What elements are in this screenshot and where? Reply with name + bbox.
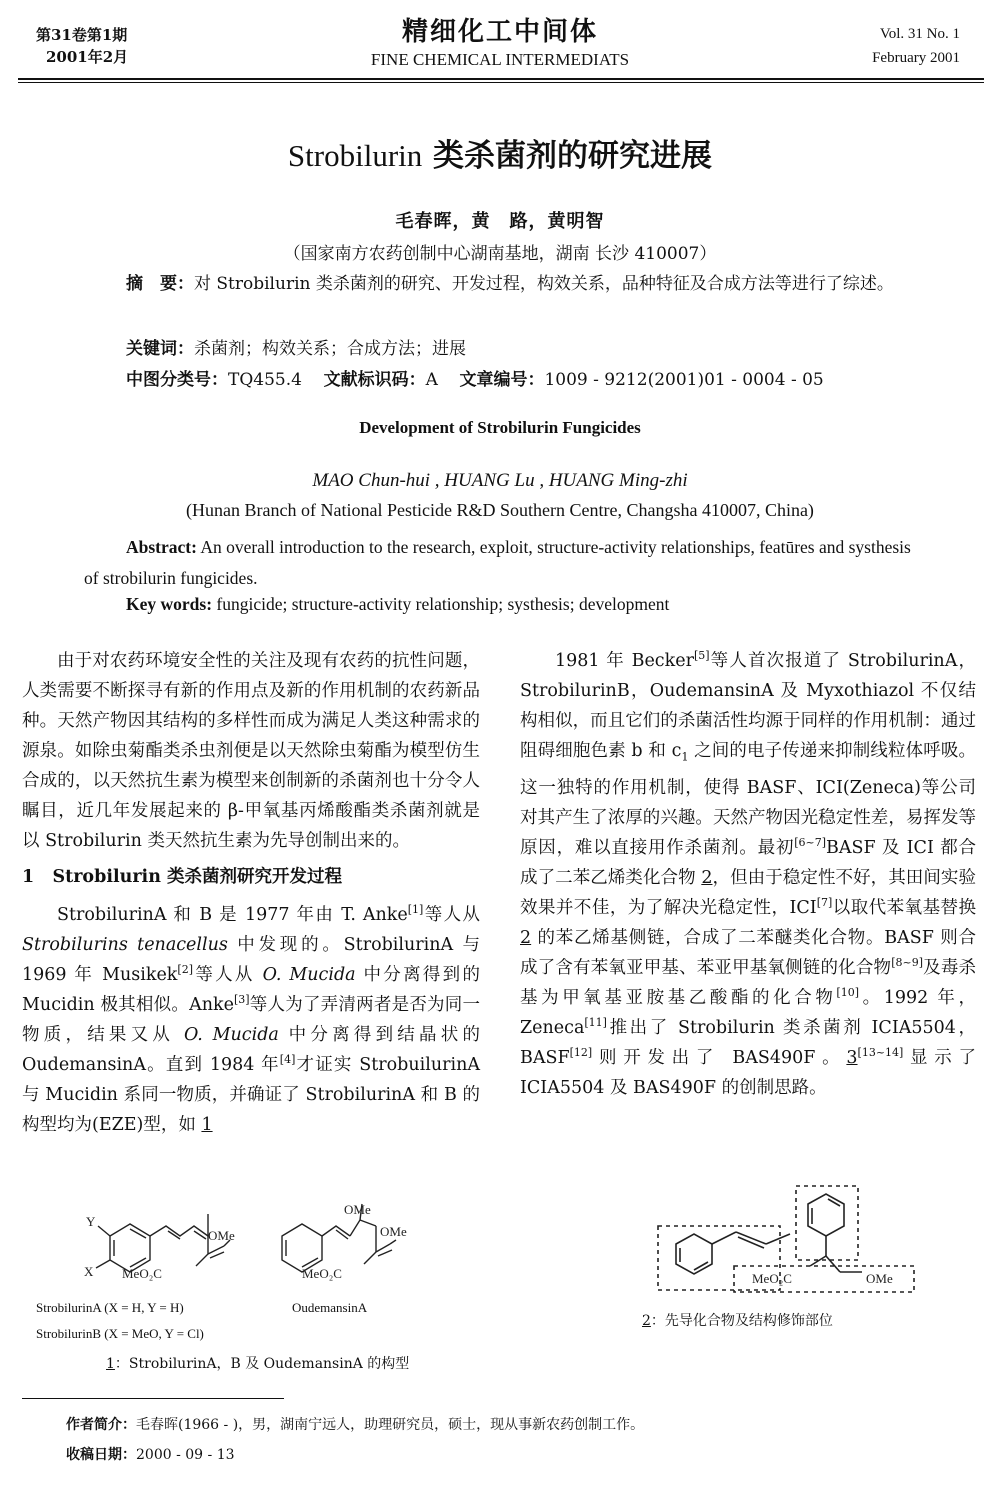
keywords-cn-text: 杀菌剂；构效关系；合成方法；进展	[194, 339, 466, 359]
subscript: 1	[681, 750, 689, 764]
figure-ref: 2	[701, 867, 713, 888]
figure-ref: 1	[201, 1115, 213, 1135]
body-left-column	[22, 646, 480, 1140]
abstract-cn	[84, 270, 914, 299]
paper-title	[0, 130, 1000, 175]
species-name: O. Mucida	[262, 965, 356, 985]
text-run: 等人从	[193, 965, 263, 985]
text-run: 1981 年 Becker	[555, 651, 694, 671]
ome-label: OMe	[208, 1228, 235, 1243]
keywords-cn	[126, 334, 466, 359]
caption-number: 1	[106, 1356, 115, 1372]
author-bio	[66, 1414, 644, 1434]
text-run: 中发现的。StrobilurinA 与 1969 年 Musikek	[22, 935, 480, 985]
ester-label: MeO₂C	[752, 1271, 792, 1286]
text-run: 中分离得到的 Mucidin 极其相似。Anke	[22, 965, 480, 1015]
abstract-en-label: Abstract:	[126, 537, 197, 557]
ome-label: OMe	[344, 1202, 371, 1217]
figure-1-caption	[106, 1353, 409, 1373]
article-id-label: 文章编号：	[459, 370, 545, 390]
species-name: O. Mucida	[183, 1025, 279, 1045]
header-rule-thin	[18, 82, 984, 83]
keywords-cn-label: 关键词：	[126, 339, 194, 359]
abstract-cn-label: 摘 要：	[126, 274, 194, 294]
footnote-rule	[22, 1398, 284, 1399]
figure-1	[30, 1196, 490, 1381]
received-text: 2000 - 09 - 13	[136, 1447, 235, 1463]
section-number: 1	[22, 867, 35, 887]
journal-name	[0, 16, 1000, 72]
authors-en: MAO Chun-hui , HUANG Lu , HUANG Ming-zhi	[312, 470, 688, 491]
keywords-en-label: Key words:	[126, 594, 213, 614]
compound-name: StrobilurinB (X = MeO, Y = Cl)	[36, 1326, 204, 1341]
abstract-en-text: An overall introduction to the research, exploit, structure-activity relationships, featūres and systhesis of strobilurin fungicides.	[84, 537, 911, 588]
text-run: 等人首次报道了 StrobilurinA，StrobilurinB，OudemansinA 及 Myxothiazol 不仅结构相似，而且它们的杀菌活性均源于同样的作用机制：通过阻碍细胞色素 b 和 c	[520, 651, 976, 761]
author-bio-text: 毛春晖(1966 - )，男，湖南宁远人，助理研究员，硕士，现从事新农药创制工作。	[136, 1417, 645, 1433]
text-run: BASF 及 ICI 都合成了二苯乙烯类化合物	[520, 837, 976, 888]
issue-info-en	[872, 22, 960, 70]
body-right-column	[520, 646, 976, 1103]
text-run: 显示了 ICIA5504 及 BAS490F 的创制思路。	[520, 1047, 977, 1098]
abstract-cn-text: 对 Strobilurin 类杀菌剂的研究、开发过程，构效关系，品种特征及合成方法等进行了综述。	[194, 274, 894, 294]
compound-name: OudemansinA	[292, 1300, 368, 1315]
affiliation-cn: （国家南方农药创制中心湖南基地，湖南 长沙 410007）	[283, 244, 717, 264]
text-run: 及毒杀基为甲氧基亚胺基乙酸酯的化合物	[520, 957, 977, 1008]
clc-label: 中图分类号：	[126, 370, 228, 390]
ester-label: MeO₂C	[302, 1266, 342, 1281]
ome-label: OMe	[866, 1271, 893, 1286]
title-en: Development of Strobilurin Fungicides	[359, 418, 641, 437]
citation: [4]	[279, 1053, 296, 1067]
text-run: 。1992 年，Zeneca	[520, 987, 976, 1038]
text-run: 等人为了弄清两者是否为同一物质，结果又从	[22, 995, 480, 1045]
lead-compound-structure	[640, 1182, 940, 1297]
author-bio-label: 作者简介：	[66, 1417, 136, 1433]
development-paragraph	[520, 646, 976, 1103]
abstract-en	[84, 532, 914, 594]
clc-value: TQ455.4	[228, 370, 302, 390]
doc-code-value: A	[425, 370, 438, 390]
header-rule	[18, 78, 984, 80]
date-en: February 2001	[872, 50, 960, 66]
substituent-x: X	[84, 1264, 94, 1279]
text-run: 等人从	[423, 905, 481, 925]
caption-number: 2	[642, 1313, 651, 1329]
citation: [8~9]	[891, 955, 923, 969]
title-en-part: Strobilurin	[287, 138, 423, 173]
text-run: 之间的电子传递来抑制线粒体呼吸。这一独特的作用机制，使得 BASF、ICI(Zeneca)等公司对其产生了浓厚的兴趣。天然产物因光稳定性差，易挥发等原因，难以直接用作杀菌剂。最初	[520, 741, 976, 858]
section-title: Strobilurin 类杀菌剂研究开发过程	[52, 867, 343, 887]
authors-cn: 毛春晖，黄 路，黄明智	[395, 211, 605, 232]
received-date	[66, 1444, 235, 1464]
received-label: 收稿日期：	[66, 1447, 136, 1463]
keywords-en	[126, 594, 669, 615]
species-name: Strobilurins tenacellus	[22, 935, 228, 955]
date-cn: 2001年2月	[46, 48, 129, 66]
substituent-y: Y	[86, 1214, 96, 1229]
compound-name: StrobilurinA (X = H, Y = H)	[36, 1300, 184, 1315]
citation: [13~14]	[857, 1045, 904, 1059]
keywords-en-text: fungicide; structure-activity relationship; systhesis; development	[212, 594, 670, 614]
journal-name-en: FINE CHEMICAL INTERMEDIATS	[370, 50, 630, 69]
caption-text: ：StrobilurinA，B 及 OudemansinA 的构型	[114, 1356, 410, 1372]
text-run: 中分离得到结晶状的 OudemansinA。直到 1984 年	[22, 1025, 481, 1075]
citation: [10]	[836, 985, 860, 999]
citation: [5]	[693, 649, 710, 663]
figure-2	[640, 1182, 940, 1332]
intro-paragraph: 由于对农药环境安全性的关注及现有农药的抗性问题，人类需要不断探寻有新的作用点及新的作用机制的农药新品种。天然产物因其结构的多样性而成为满足人类这种需求的源泉。如除虫菊酯类杀虫剂便是以天然除虫菊酯为模型仿生合成的，以天然抗生素为模型来创制新的杀菌剂也十分令人瞩目，近几年发展起来的 β-甲氧基丙烯酸酯类杀菌剂就是以 Strobilurin 类天然抗生素为先导创制出来的。	[22, 651, 480, 851]
classification-line	[126, 365, 824, 390]
citation: [3]	[233, 993, 250, 1007]
article-id-value: 1009 - 9212(2001)01 - 0004 - 05	[544, 370, 824, 390]
citation: [6~7]	[794, 835, 827, 849]
ester-label: MeO₂C	[122, 1266, 162, 1281]
figure-2-caption	[642, 1310, 833, 1330]
figure-ref: 2	[520, 927, 532, 948]
journal-name-cn: 精细化工中间体	[401, 17, 598, 47]
text-run: 以取代苯氧基替换	[832, 897, 976, 918]
citation: [7]	[816, 895, 833, 909]
citation: [1]	[407, 903, 424, 917]
text-run: ，但由于稳定性不好，其田间实验效果并不佳，为了解决光稳定性，ICI	[520, 867, 977, 918]
history-paragraph	[22, 900, 480, 1140]
ome-label: OMe	[380, 1224, 407, 1239]
section-heading	[22, 862, 480, 892]
text-run: 则开发出了 BAS490F。	[592, 1047, 847, 1068]
text-run: 推出了 Strobilurin 类杀菌剂 ICIA5504，BASF	[520, 1017, 976, 1068]
affiliation-en: (Hunan Branch of National Pesticide R&D Southern Centre, Changsha 410007, China)	[186, 500, 814, 520]
citation: [11]	[584, 1015, 607, 1029]
doc-code-label: 文献标识码：	[323, 370, 426, 390]
volume-cn: 第31卷第1期	[36, 26, 128, 44]
title-cn-part: 类杀菌剂的研究进展	[422, 138, 713, 174]
text-run: StrobilurinA 和 B 是 1977 年由 T. Anke	[57, 905, 408, 925]
caption-text: ：先导化合物及结构修饰部位	[650, 1313, 833, 1329]
figure-ref: 3	[846, 1047, 858, 1068]
strobilurin-structures	[30, 1196, 490, 1308]
citation: [2]	[177, 963, 194, 977]
citation: [12]	[569, 1045, 593, 1059]
text-run: 的苯乙烯基侧链，合成了二苯醚类化合物。BASF 则合成了含有苯氧亚甲基、苯亚甲基氧侧链的化合物	[520, 927, 976, 978]
text-run: 才证实 StrobuilurinA 与 Mucidin 系同一物质，并确证了 StrobilurinA 和 B 的构型均为(EZE)型，如	[22, 1055, 480, 1135]
volume-en: Vol. 31 No. 1	[879, 26, 960, 42]
